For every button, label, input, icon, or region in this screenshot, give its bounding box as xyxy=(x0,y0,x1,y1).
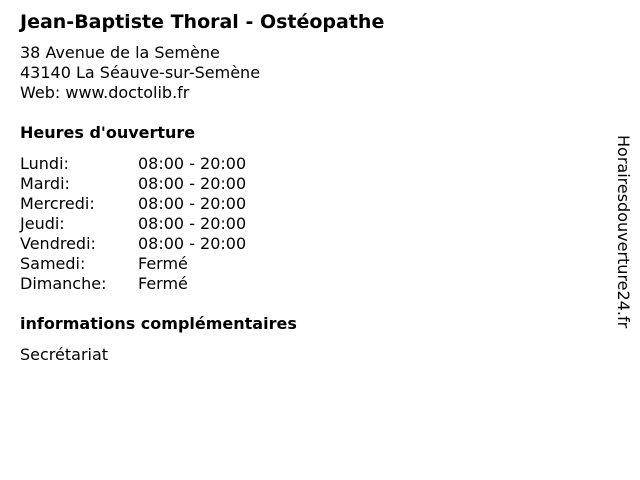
opening-hours-heading: Heures d'ouverture xyxy=(20,123,196,142)
day-label: Jeudi: xyxy=(20,214,65,233)
time-value: 08:00 - 20:00 xyxy=(138,154,247,173)
day-label: Lundi: xyxy=(20,154,69,173)
time-value: Fermé xyxy=(138,254,188,273)
address-city: 43140 La Séauve-sur-Semène xyxy=(20,63,261,82)
time-value: 08:00 - 20:00 xyxy=(138,194,247,213)
day-label: Samedi: xyxy=(20,254,86,273)
watermark-text: Horairesdouverture24.fr xyxy=(614,135,633,329)
website-text: Web: www.doctolib.fr xyxy=(20,83,190,102)
hours-row-tuesday xyxy=(20,174,280,194)
hours-row-thursday xyxy=(20,214,280,234)
site-watermark xyxy=(612,135,634,345)
business-address xyxy=(20,43,260,103)
time-value: Fermé xyxy=(138,274,188,293)
time-value: 08:00 - 20:00 xyxy=(138,174,247,193)
hours-row-saturday xyxy=(20,254,280,274)
hours-row-friday xyxy=(20,234,280,254)
hours-row-sunday xyxy=(20,274,280,294)
day-label: Vendredi: xyxy=(20,234,96,253)
day-label: Dimanche: xyxy=(20,274,107,293)
additional-info-text: Secrétariat xyxy=(20,345,109,364)
business-title: Jean-Baptiste Thoral - Ostéopathe xyxy=(20,11,385,33)
day-label: Mardi: xyxy=(20,174,70,193)
hours-row-wednesday xyxy=(20,194,280,214)
day-label: Mercredi: xyxy=(20,194,95,213)
additional-info-heading: informations complémentaires xyxy=(20,314,297,333)
hours-row-monday xyxy=(20,154,280,174)
address-street: 38 Avenue de la Semène xyxy=(20,43,220,62)
time-value: 08:00 - 20:00 xyxy=(138,214,247,233)
opening-hours-table xyxy=(20,154,280,294)
time-value: 08:00 - 20:00 xyxy=(138,234,247,253)
